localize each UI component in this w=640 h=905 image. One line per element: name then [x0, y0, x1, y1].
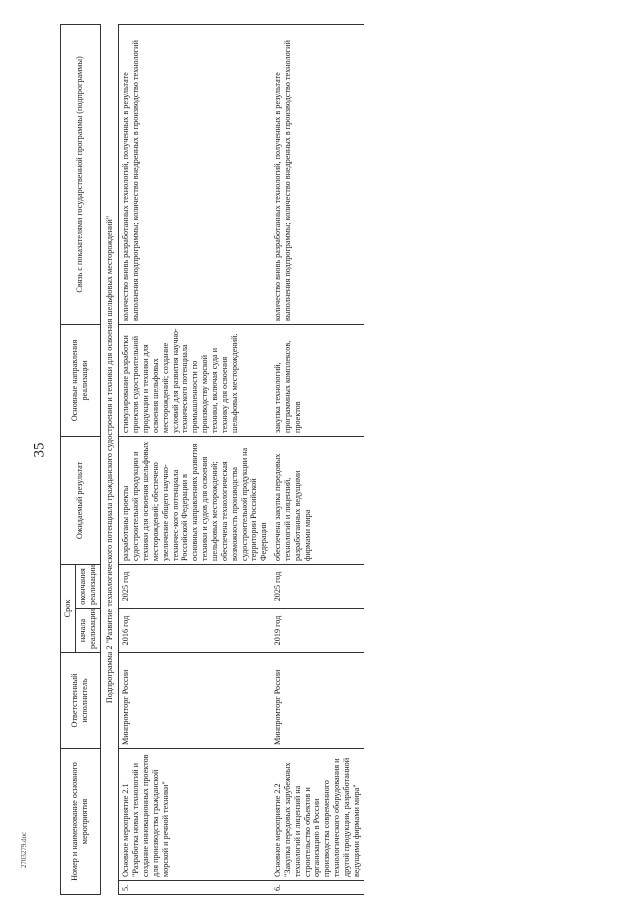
header-end: окончания реализации: [75, 564, 100, 608]
activities-table: [60, 24, 364, 895]
indicator-link: количество вновь разработанных технологий, полученных в результате выполнения подпрограммы; количество внедренных в производство технологий: [119, 24, 271, 324]
start-year: 2019 год: [271, 609, 364, 653]
header-result: Ожидаемый результат: [61, 436, 101, 564]
end-year: 2025 год: [271, 564, 364, 608]
header-start: начала реализации: [75, 609, 100, 653]
header-term: Срок: [61, 564, 76, 652]
start-year: 2016 год: [119, 609, 271, 653]
footer-file-code: 2703279.doc: [20, 831, 29, 869]
header-link: Связь с показателями государственной программы (подпрограммы): [61, 24, 101, 324]
expected-result: обеспечена закупка передовых технологий и лицензий, разработанных ведущими фирмами мира: [271, 436, 364, 564]
directions: стимулирование разработки проектов судостроительной продукции и техники для освоения шельфовых месторождений; создание условий для развития научно-технического потенциала промышленности по производству морской техники, включая суда и технику для освоения шельфовых месторождений.: [119, 324, 271, 436]
subprogram-title: Подпрограмма 2 "Развитие технологического потенциала гражданского судостроения и техники для освоения шельфовых месторождений": [100, 24, 119, 894]
directions: закупка технологий, программных комплексов, проектов: [271, 324, 364, 436]
end-year: 2025 год: [119, 564, 271, 608]
expected-result: разработаны проекты судостроительной продукции и техники для освоения шельфовых месторождений; обеспечено увеличение общего научно-техничес-кого потенциала Российской Федерации в основных направлениях развития техники и судов для освоения шельфовых месторождений; обеспечена технологическая возможность производства судостроительной продукции на территории Российской Федерации: [119, 436, 271, 564]
header-name: Номер и наименование основного мероприятия: [61, 749, 101, 895]
rotated-page-content: [60, 25, 610, 895]
executor: Минпромторг России: [119, 653, 271, 749]
row-number: 5.: [119, 881, 271, 895]
header-executor: Ответственный исполнитель: [61, 653, 101, 749]
executor: Минпромторг России: [271, 653, 364, 749]
activity-name: Основное мероприятие 2.1 "Разработка новых технологий и создание инновационных проектов для производства гражданской морской и речной техники": [119, 749, 271, 881]
table-row: [271, 24, 364, 894]
row-number: 6.: [271, 881, 364, 895]
table-row: [119, 24, 271, 894]
header-directions: Основные направления реализации: [61, 324, 101, 436]
activity-name: Основное мероприятие 2.2 "Закупка передовых зарубежных технологий и лицензий на строительство объектов и организацию в России производства современного технологического оборудования и другой продукции, разработанной ведущими фирмами мира": [271, 749, 364, 881]
page-number: 35: [31, 442, 48, 458]
indicator-link: количество вновь разработанных технологий, полученных в результате выполнения подпрограммы; количество внедренных в производство технологий: [271, 24, 364, 324]
